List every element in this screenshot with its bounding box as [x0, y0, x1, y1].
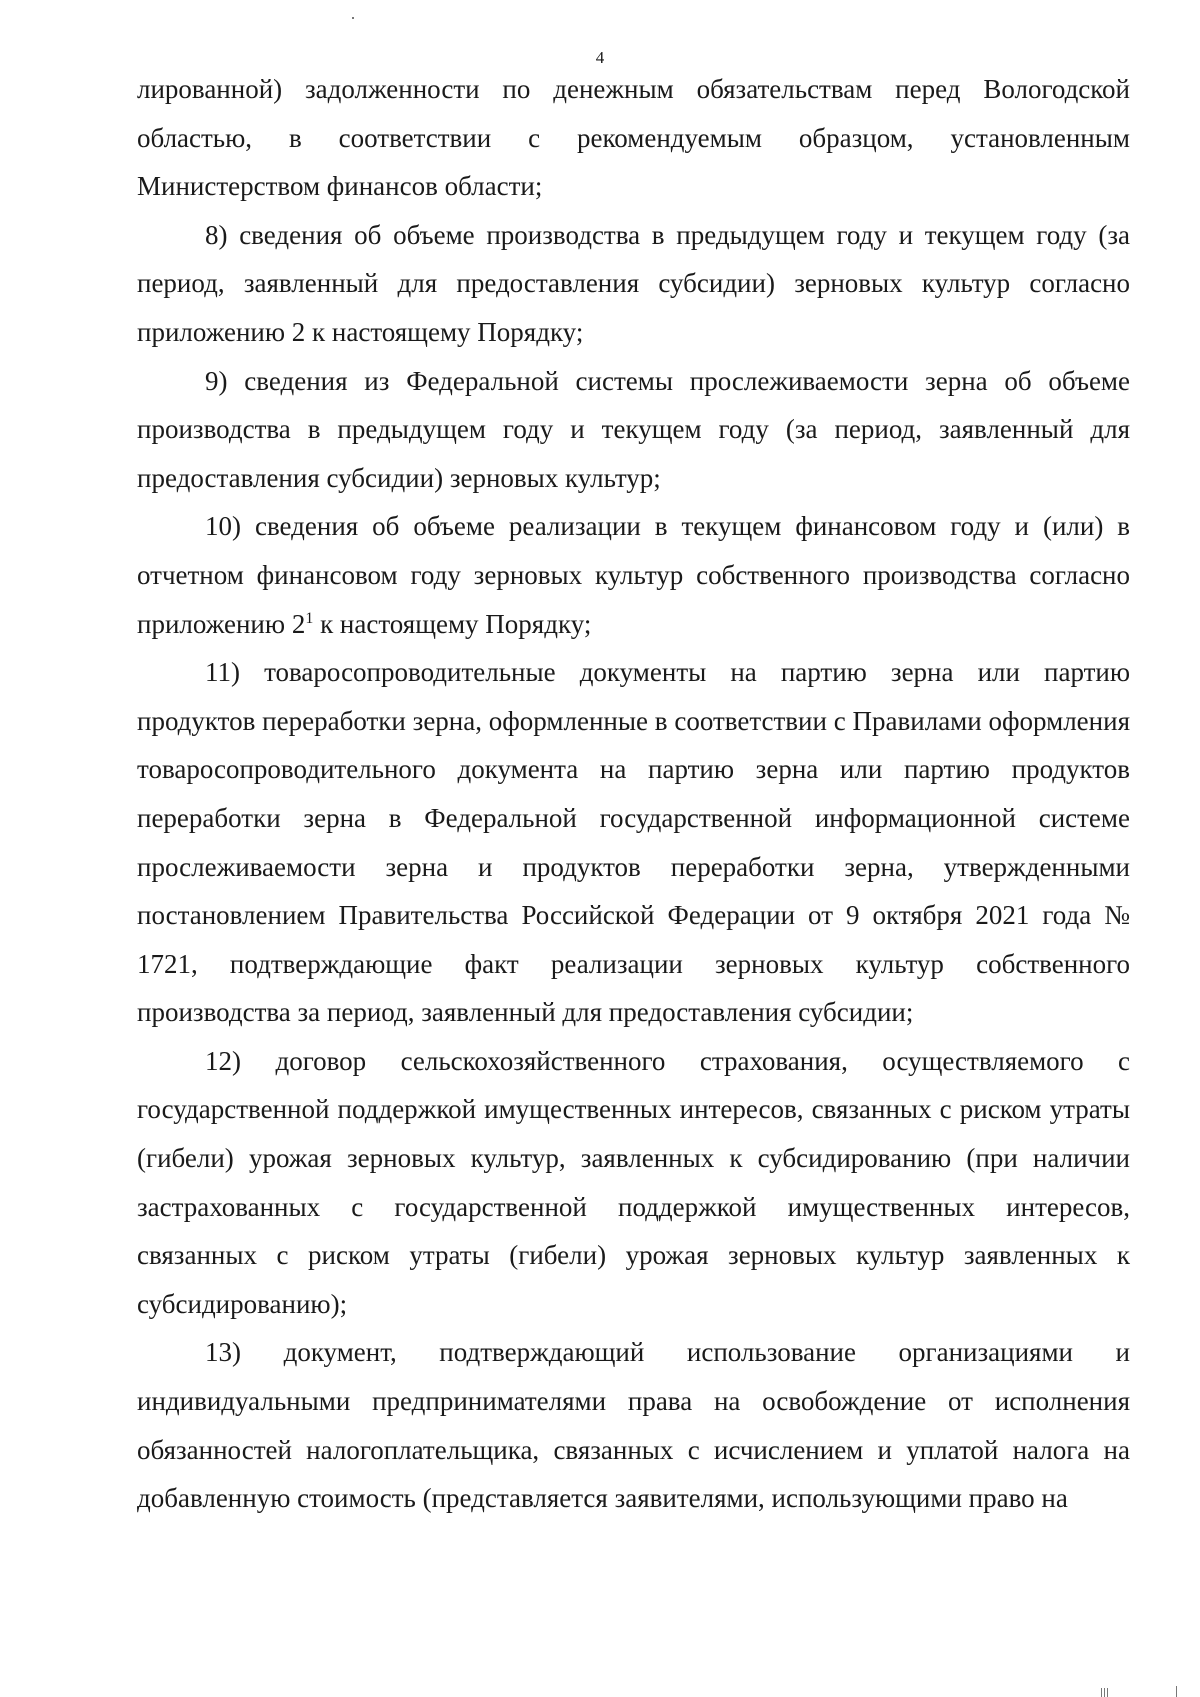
- list-item-text: товаросопроводительные документы на партию зерна или партию продуктов переработки зерна, оформленные в соответствии с Правилами оформления товаросопроводительного документа на партию зерна или партию продуктов переработки зерна в Федеральной государственной информационной системе прослеживаемости зерна и продуктов переработки зерна, утвержденными постановлением Правительства Российской Федерации от 9 октября 2021 года № 1721, подтверждающие факт реализации зерновых культур собственного производства за период, заявленный для предоставления субсидии;: [137, 657, 1131, 1028]
- list-item-text: документ, подтверждающий использование организациями и индивидуальными предпринимателями права на освобождение от исполнения обязанностей налогоплательщика, связанных с исчислением и уплатой налога на добавленную стоимость (представляется заявителями, использующими право на: [137, 1337, 1131, 1514]
- list-item-text-end: к настоящему Порядку;: [320, 608, 592, 639]
- list-item-text: договор сельскохозяйственного страхования, осуществляемого с государственной поддержкой имущественных интересов, связанных с риском утраты (гибели) урожая зерновых культур, заявленных к субсидированию (при наличии застрахованных с государственной поддержкой имущественных интересов, связанных с риском утраты (гибели) урожая зерновых культур заявленных к субсидированию);: [137, 1045, 1131, 1319]
- list-item-13: [137, 1328, 1130, 1522]
- list-item-number: 11): [205, 657, 240, 688]
- list-item-8: [137, 211, 1130, 357]
- list-item-number: 12): [205, 1045, 241, 1076]
- appendix-superscript: 1: [305, 609, 314, 627]
- scan-edge-mark: [1101, 1688, 1102, 1697]
- list-item-number: 10): [205, 511, 241, 542]
- page-number: 4: [595, 48, 605, 67]
- list-item-9: [137, 357, 1130, 503]
- scan-edge-mark: [1104, 1688, 1105, 1697]
- list-item-11: [137, 648, 1130, 1037]
- scan-speck: [352, 17, 354, 19]
- list-item-text: сведения об объеме производства в предыдущем году и текущем году (за период, заявленный для предоставления субсидии) зерновых культур согласно приложению 2 к настоящему Порядку;: [137, 219, 1130, 347]
- document-body: [137, 65, 1130, 1523]
- list-item-text: сведения из Федеральной системы прослеживаемости зерна об объеме производства в предыдущем году и текущем году (за период, заявленный для предоставления субсидии) зерновых культур;: [137, 365, 1130, 493]
- appendix-number: 2: [291, 608, 306, 639]
- list-item-number: 13): [205, 1337, 241, 1368]
- scan-edge-mark: [1176, 1686, 1177, 1697]
- list-item-10: [137, 502, 1130, 648]
- paragraph-continuation: лированной) задолженности по денежным обязательствам перед Вологодской областью, в соответствии с рекомендуемым образцом, установленным Министерством финансов области;: [137, 74, 1130, 202]
- list-item-number: 8): [205, 219, 228, 250]
- list-item-text: сведения об объеме реализации в текущем финансовом году и (или) в отчетном финансовом году зерновых культур собственного производства согласно приложению: [137, 511, 1131, 639]
- appendix-reference: [292, 609, 314, 639]
- list-item-number: 9): [205, 365, 228, 396]
- list-item-12: [137, 1037, 1130, 1329]
- scan-edge-mark: [1107, 1688, 1108, 1697]
